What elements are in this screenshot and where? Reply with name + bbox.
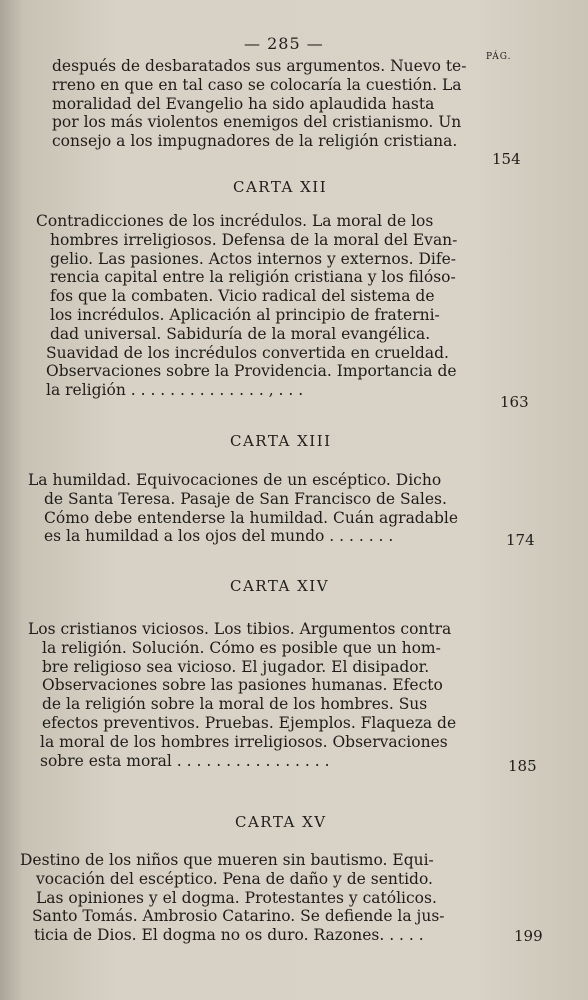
section-heading: CARTA XV (235, 813, 327, 831)
entry-line: Observaciones sobre las pasiones humanas. Efecto (42, 676, 443, 695)
entry-line: consejo a los impugnadores de la religión cristiana. (52, 132, 458, 151)
entry-line: es la humildad a los ojos del mundo . . . . . . . (44, 527, 394, 546)
entry-line: después de desbaratados sus argumentos. Nuevo te- (52, 57, 467, 75)
entry-line: Los cristianos viciosos. Los tibios. Argumentos contra (28, 620, 452, 638)
entry-line: por los más violentos enemigos del cristianismo. Un (52, 113, 462, 132)
entry-page-number: 185 (508, 757, 537, 775)
entry-line: Cómo debe entenderse la humildad. Cuán agradable (44, 508, 459, 527)
toc-entry (20, 851, 500, 945)
entry-line: rencia capital entre la religión cristiana y los filóso- (50, 268, 456, 287)
entry-line: de la religión sobre la moral de los hombres. Sus (42, 695, 428, 714)
entry-line: rreno en que en tal caso se colocaría la cuestión. La (52, 75, 462, 94)
entry-line: Destino de los niños que mueren sin bautismo. Equi- (20, 851, 434, 869)
entry-page-number: 163 (500, 393, 529, 411)
page-header (0, 34, 588, 62)
entry-line: de Santa Teresa. Pasaje de San Francisco de Sales. (44, 489, 447, 508)
toc-entry (36, 212, 491, 400)
entry-line: bre religioso sea vicioso. El jugador. El disipador. (42, 657, 430, 676)
entry-line: hombres irreligiosos. Defensa de la moral del Evan- (50, 230, 458, 249)
entry-line: Suavidad de los incrédulos convertida en crueldad. (46, 343, 449, 362)
entry-line: la moral de los hombres irreligiosos. Observaciones (40, 732, 448, 751)
entry-line: moralidad del Evangelio ha sido aplaudida hasta (52, 94, 435, 113)
entry-page-number: 199 (514, 927, 543, 945)
entry-line: Observaciones sobre la Providencia. Importancia de (46, 362, 457, 381)
entry-line: la religión. Solución. Cómo es posible que un hom- (42, 638, 441, 657)
entry-line: Contradicciones de los incrédulos. La moral de los (36, 212, 434, 230)
entry-line: La humildad. Equivocaciones de un escéptico. Dicho (28, 471, 442, 489)
toc-entry (28, 620, 498, 770)
entry-page-number: 154 (492, 150, 521, 168)
entry-line: los incrédulos. Aplicación al principio de fraterni- (50, 305, 440, 324)
entry-line: fos que la combaten. Vicio radical del sistema de (50, 287, 435, 306)
pag-column-label: PÁG. (486, 52, 512, 62)
entry-line: efectos preventivos. Pruebas. Ejemplos. Flaqueza de (42, 713, 457, 732)
entry-line: Santo Tomás. Ambrosio Catarino. Se defiende la jus- (32, 907, 445, 926)
entry-line: dad universal. Sabiduría de la moral evangélica. (50, 324, 431, 343)
entry-line: Las opiniones y el dogma. Protestantes y católicos. (36, 888, 437, 907)
entry-page-number: 174 (506, 531, 535, 549)
entry-line: vocación del escéptico. Pena de daño y de sentido. (36, 869, 433, 888)
entry-line: ticia de Dios. El dogma no os duro. Razones. . . . . (34, 926, 424, 945)
toc-entry (28, 471, 493, 546)
entry-line: la religión . . . . . . . . . . . . . . , . . . (46, 381, 304, 400)
section-heading: CARTA XIII (230, 432, 332, 450)
entry-line: gelio. Las pasiones. Actos internos y externos. Dife- (50, 249, 457, 268)
section-heading: CARTA XIV (230, 577, 330, 595)
page-number: — 285 — (244, 34, 324, 53)
section-heading: CARTA XII (233, 178, 328, 196)
intro-entry (52, 57, 492, 151)
entry-line: sobre esta moral . . . . . . . . . . . . . . . . (40, 751, 330, 770)
